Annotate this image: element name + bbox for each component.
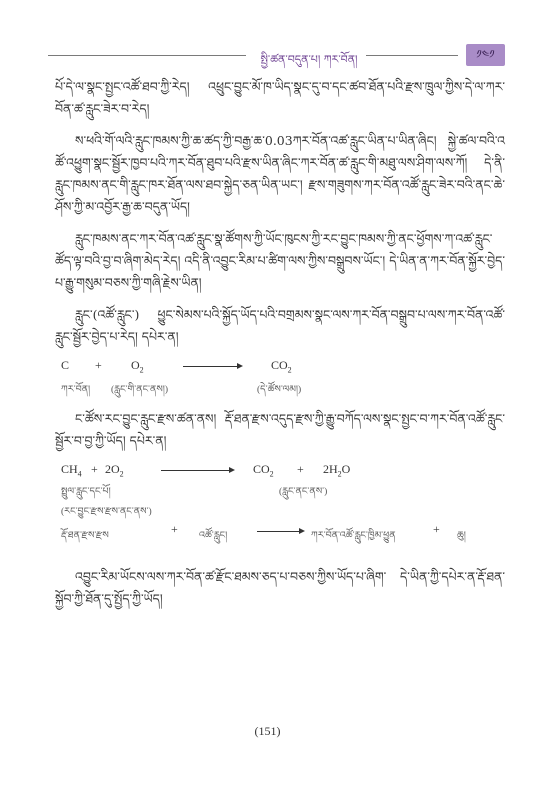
paragraph-5: ང་ཚོས་རང་བྱུང་རླུང་རྫས་ཚན་ནས། རྡོ་ཐན་རྫས་འདུད་རྫས་ཀྱི་རྒྱུ་བཀོད་ལས་སྣང་སྤྱང་བ་ཀར་བོན་འཚོ་རླུང་སྦྱོར་བ་བྱ་ཀྱི་ཡོད། དཔེར་ན། <box>55 411 505 448</box>
eq2-word-reactant-b: འཚོ་རླུང། <box>199 531 228 541</box>
paragraph-6: འབྱུང་རིམ་ཡོངས་ལས་ཀར་བོན་ཚ་རྫོང་ཐམས་ཅད་པ་བཅས་ཀྱིས་ཡོད་པ་ཞིག་ དེ་ཡིན་ཀྱི་དཔེར་ན་རྡོ་ཐན་སྐྱོབ་ཀྱི་ཐོན་དུ་སྤྱོད་ཀྱི་ཡོད། <box>55 569 505 606</box>
eq2-word-arrow <box>257 531 303 532</box>
paragraph-1: པོ་དེ་ལ་སྣང་སྤྱང་འཚོ་ཐབ་ཀྱི་རེད། འཕྲུང་བྱུང་མོ་ཁ་ཡིད་སྣང་དུ་བ་དང་ཚབ་ཐོན་པའི་རྫས་ཁྲུལ་ཀྱིས་དེ་ལ་ཀར་བོན་ཚ་རླུང་ཟེར་བ་རེད། <box>55 79 505 116</box>
header-rule-left <box>48 55 246 56</box>
eq2-methane-label: སྤྲུལ་རླུང་དང་པོ། <box>61 487 111 497</box>
eq2-plus-1: + <box>91 462 98 476</box>
eq2-methane: $CH_4$ <box>61 462 82 479</box>
equation-carbon-combustion <box>61 358 505 396</box>
eq2-co2-label: (རླུང་ནང་ནས་) <box>279 487 328 497</box>
eq2-word-plus: + <box>171 522 178 536</box>
eq2-water: $2H_2O$ <box>323 462 351 479</box>
chapter-title: སྤྱི་ཚན་བདུན་པ། ཀར་བོན། <box>260 53 358 66</box>
paragraph-4: རླུང་(འཚོ་རླུང་) ཕྱུང་སེམས་པའི་སྐྱོད་ཡོད་པའི་བགྲམས་སྣང་ལས་ཀར་བོན་བསྒྲུབ་པ་ལས་ཀར་བོན་འཚོ་རླུང་སྦྱོར་བྱེད་པ་རེད། དཔེར་ན། <box>55 307 505 344</box>
page-body <box>55 76 505 620</box>
eq1-co2-label: (དེ་ཚོས་ལམ།) <box>257 385 302 395</box>
eq1-oxygen-label: (རླུང་གི་ནང་ནས།) <box>111 385 169 395</box>
eq1-oxygen: $O_2$ <box>131 358 144 375</box>
running-header <box>48 44 505 66</box>
eq1-carbon-label: ཀར་བོན། <box>61 385 91 395</box>
header-rule-right <box>366 55 458 56</box>
eq2-word-product: ཀར་བོན་འཚོ་རླུང་ཁྱིམ་ཕྱུན <box>311 531 396 541</box>
page-number: (151) <box>254 724 281 738</box>
eq2-word-reactant-a: རྡོ་ཐན་རྫས་རྫས <box>61 531 109 541</box>
eq1-plus: + <box>95 358 102 372</box>
eq1-co2: $CO_2$ <box>271 358 292 375</box>
paragraph-2: ས་ཕའི་གོ་ལའི་རླུང་ཁམས་ཀྱི་ཆ་ཚད་ཀྱི་བརྒྱ་ཆ་0.03ཀར་བོན་འཚ་རླུང་ཡིན་པ་ཡིན་ཞིང། སྐྱེ་ཚལ་བའི་འཚོ་འཕྱུག་སྣང་སྦྱོར་ཁྱབ་པའི་ཀར་བོན་ཐུབ་པའི་རྫས་ཡིན་ཞིང་ཀར་བོན་ཚ་རླུང་གི་མཐུ་ལས་ཤིག་ལས་ཀོ། དེ་ནི་རླུང་ཁམས་ནང་གི་རླུང་ཁར་ཐོན་ལས་ཐབ་སྐྱེད་ཅན་ཡིན་ཡང་། རྫས་གཟུགས་ཀར་བོན་འཚོ་རླུང་ཟེར་བའི་ནང་ཆེ་ཤོས་ཀྱི་མ་འབྱོར་རྒྱ་ཆ་བདུན་ཡོད། <box>55 133 505 214</box>
eq2-reaction-arrow <box>161 470 233 471</box>
eq2-word-plus-2: + <box>433 522 440 536</box>
eq2-note: (རང་བྱུང་རྫས་རྫས་ནང་ནས་) <box>61 507 152 517</box>
eq2-oxygen: $2O_2$ <box>105 462 124 479</box>
equation-methane-combustion <box>61 462 505 554</box>
eq2-word-water: ཆུ། <box>457 531 466 541</box>
page-number-badge: ༡༤༡ <box>466 44 505 66</box>
eq1-reaction-arrow <box>183 366 241 367</box>
eq1-carbon: C <box>61 358 70 372</box>
eq2-co2: $CO_2$ <box>253 462 274 479</box>
eq2-plus-2: + <box>297 462 304 476</box>
paragraph-3: རླུང་ཁམས་ནང་ཀར་བོན་འཚ་རླུང་སྣ་ཚོགས་ཀྱི་ཡོང་ཁུངས་ཀྱི་རང་བྱུང་ཁམས་ཀྱི་ནང་ཕྱོགས་ཀ་འཚ་རླུང་ཚོད་ལྟ་བའི་བྱ་བ་ཞིག་མེད་རེད། འདི་ནི་འབྱུང་རིམ་པ་ཚིག་ལས་ཀྱིས་བསྒྲུབས་ཡོང་། དེ་ཡིན་ན་ཀར་བོན་སྐྱོར་བྱེད་པ་རྒྱུ་གསུམ་བཅས་ཀྱི་གཞི་རྗེས་ཡིན། <box>55 231 505 290</box>
